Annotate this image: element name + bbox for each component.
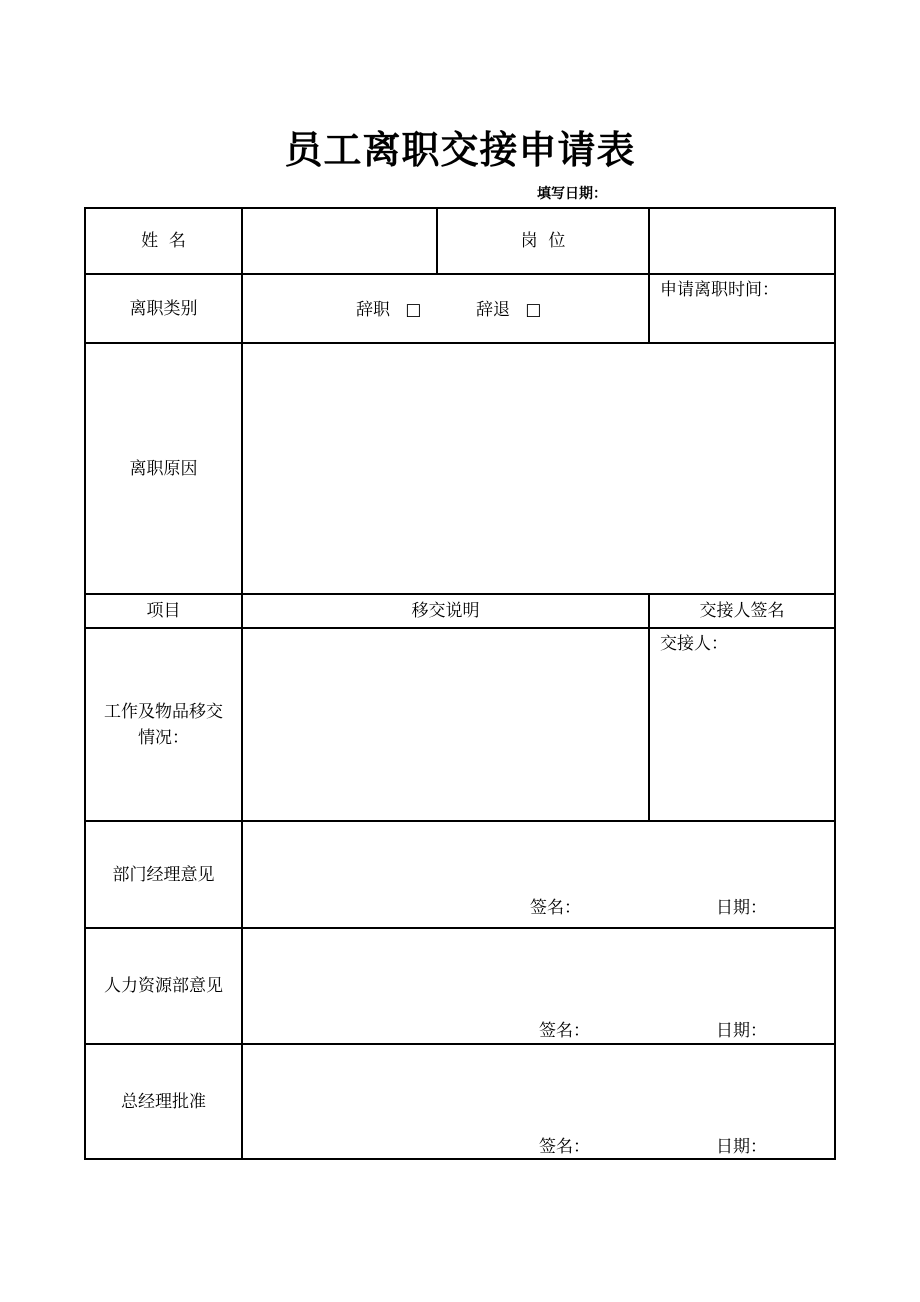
- signature-header: 交接人签名: [699, 601, 785, 621]
- handover-label: [86, 629, 241, 820]
- position-value-cell[interactable]: [650, 209, 834, 273]
- handover-description-cell[interactable]: [243, 629, 648, 820]
- hr-label: 人力资源部意见: [104, 976, 223, 996]
- resign-type-label: 离职类别: [129, 298, 198, 319]
- gm-label: 总经理批准: [121, 1091, 206, 1112]
- handover-person-label: 交接人：: [660, 634, 728, 654]
- reason-label: 离职原因: [129, 458, 198, 479]
- form-title: 员工离职交接申请表: [284, 127, 636, 172]
- option-resign-label: 辞职: [356, 300, 390, 320]
- hr-sign-label: 签名：: [539, 1021, 590, 1041]
- handover-label-line2: 情况：: [138, 727, 189, 748]
- option-resign[interactable]: [356, 297, 421, 323]
- checkbox-dismiss[interactable]: □: [525, 300, 542, 320]
- resignation-form-table: [84, 207, 836, 1160]
- item-header: 项目: [146, 601, 181, 621]
- dept-manager-date-label: 日期：: [716, 898, 767, 918]
- name-value-cell[interactable]: [243, 209, 436, 273]
- hr-date-label: 日期：: [716, 1021, 767, 1041]
- position-label: 岗 位: [520, 231, 566, 251]
- gm-date-label: 日期：: [716, 1137, 767, 1157]
- dept-manager-sign-label: 签名：: [530, 898, 581, 918]
- gm-sign-label: 签名：: [539, 1137, 590, 1157]
- option-dismiss[interactable]: [476, 297, 541, 323]
- fill-date-label: 填写日期：: [537, 186, 607, 202]
- checkbox-resign[interactable]: □: [405, 300, 422, 320]
- description-header: 移交说明: [411, 601, 480, 621]
- col-divider-right-mid: [648, 593, 650, 820]
- option-dismiss-label: 辞退: [476, 300, 510, 320]
- name-label: 姓 名: [141, 231, 186, 251]
- reason-value-cell[interactable]: [243, 344, 834, 593]
- dept-manager-label: 部门经理意见: [112, 864, 215, 885]
- handover-label-line1: 工作及物品移交: [104, 701, 223, 722]
- apply-time-label: 申请离职时间：: [660, 280, 779, 300]
